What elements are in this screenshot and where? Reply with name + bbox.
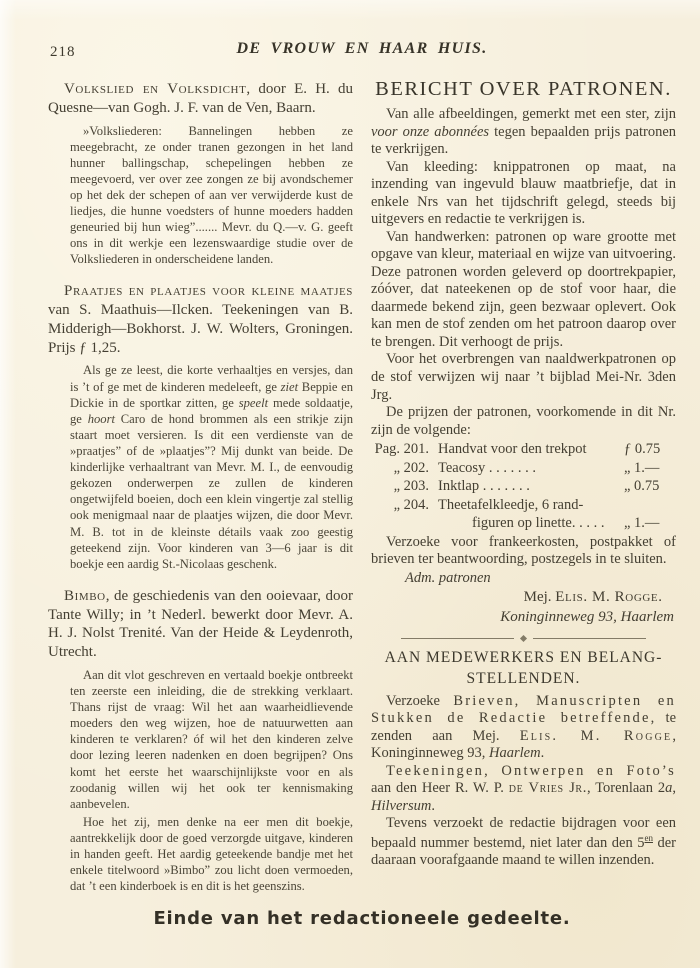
- section-heading-bericht-over-patronen: BERICHT OVER PATRONEN.: [375, 78, 672, 100]
- price-row-ref: „ 202.: [393, 459, 429, 476]
- price-row: [371, 514, 676, 533]
- price-list: [371, 440, 676, 533]
- price-row-item: Theetafelkleedje, 6 rand-: [438, 496, 584, 513]
- right-column: [371, 78, 676, 870]
- price-row: [371, 440, 676, 459]
- book-notice-volkslied: Volkslied en Volksdicht, door E. H. du Quesne—van Gogh. J. F. van de Ven, Baarn.: [48, 81, 353, 116]
- divider-ornament-icon: [520, 635, 527, 642]
- para-naaldwerkpatronen: Voor het overbrengen van naaldwerkpatronen op de stof verwijzen wij naar ’t bijblad Mei-Nr. 3den Jrg.: [371, 351, 676, 403]
- para-afbeeldingen: Van alle afbeeldingen, gemerkt met een ster, zijn voor onze abonnées tegen bepaalden prijs patronen te verkrijgen.: [371, 106, 677, 158]
- para-frankeerkosten: Verzoeke voor frankeerkosten, postpakket of brieven ter beantwoording, postzegels in te sluiten.: [371, 533, 676, 568]
- page-number: 218: [50, 44, 76, 60]
- para-handwerken: Van handwerken: patronen op ware grootte met opgave van kleur, materiaal en wijze van uitvoering. Deze patronen worden geleverd op doortrekpapier, zóóver, dat nateekenen op de stof voor haar, die daarmede bekend zijn, geen bezwaar oplevert. Ook kan men de stof zenden om het patroon daarop over te brengen. Dit verhoogt de prijs.: [371, 228, 676, 350]
- signature-name: Mej. Elis. M. Rogge.: [523, 588, 662, 605]
- price-row-price: „ 0.75: [624, 478, 660, 495]
- left-column: [48, 78, 353, 896]
- book-notice-bimbo: Bimbo, de geschiedenis van den ooievaar, door Tante Willy; in ’t Nederl. bewerkt door Mevr. A. H. J. Nolst Trenité. Van der Heide & Leydenroth, Utrecht.: [48, 587, 353, 661]
- price-row-ref: „ 203.: [393, 478, 429, 495]
- heading-line-1: AAN MEDEWERKERS EN BELANG-: [384, 649, 663, 667]
- signature-address: Koninginneweg 93, Haarlem: [500, 609, 674, 626]
- page-content: [48, 38, 676, 929]
- page-header: [48, 38, 676, 66]
- divider-line: [401, 638, 514, 639]
- para-teekeningen-ontwerpen: Teekeningen, Ontwerpen en Foto’s aan den Heer R. W. P. de Vries Jr., Torenlaan 2a, Hilversum.: [371, 762, 676, 814]
- review-bimbo-paragraph-1: Aan dit vlot geschreven en vertaald boekje ontbreekt ten zeerste een inleiding, die de strekking verklaart. Thans rijst de vraag: Wil het aan waarheidlievende moeders den weg wijzen, hoe de natuurwetten aan kinderen te verklaren? óf wil het den kinderen zelve door lezing leeren nadenken en doen begrijpen? Ons komt het eerste het waarschijnlijkste voor en als zoodanig willen wij het ook ter kennismaking aanbevelen.: [70, 667, 353, 811]
- price-row-price: ƒ 0.75: [624, 441, 661, 458]
- two-column-layout: [48, 78, 676, 896]
- price-row: [371, 459, 676, 478]
- price-row-ref: „ 204.: [393, 496, 429, 513]
- review-praatjes: Als ge ze leest, die korte verhaaltjes en versjes, dan is ’t of ge met de kinderen medeleeft, ge ziet Beppie en Dickie in de sportkar zitten, ge speelt mede soldaatje, ge hoort Caro de hond brommen als een strikje zijn staart moet versieren. Is dit een verdienste van de »praatjes” of de »plaatjes”? Mij dunkt van beide. De kinderlijke verhaaltrant van Mevr. M. I., de eenvoudig gekozen onderwerpen ze zullen de kinderen ongetwijfeld boeien, doch een klein vingertje zal stellig ook menigmaal naar de plaatjes wijzen, die door Mevr. M. B. tot in de kleinste détails vaak zoo geestig geteekend zijn. Voor kinderen van 3—6 jaar is dit boekje een aardig St.-Nicolaas geschenk.: [70, 363, 354, 571]
- adm-patronen-label: Adm. patronen: [405, 569, 491, 586]
- journal-title: DE VROUW EN HAAR HUIS.: [236, 40, 488, 57]
- price-row: [371, 477, 676, 496]
- price-row-item: Inktlap . . . . . . .: [438, 478, 530, 495]
- divider-line: [533, 638, 646, 639]
- price-row-ref: Pag. 201.: [374, 441, 429, 458]
- para-kleeding: Van kleeding: knippatronen op maat, na inzending van ingevuld blauw maatbriefje, dat in enkele Nrs van het tijdschrift gelegd, steeds bij uitgevers en redactie te verkrijgen is.: [371, 158, 676, 228]
- review-bimbo-paragraph-2: Hoe het zij, men denke na eer men dit boekje, aantrekkelijk door de goed verzorgde uitgave, kinderen in handen geeft. Het aardig geteekende bandje met het enkele titelwoord »Bimbo” zou licht doen vermoeden, dat ’t een kinderboek is en dit is het geenszins.: [70, 814, 353, 894]
- end-of-editorial-note: Einde van het redactioneele gedeelte.: [153, 908, 571, 930]
- price-row-item: Handvat voor den trekpot: [438, 441, 587, 458]
- section-divider: [401, 636, 646, 641]
- price-row-item: Teacosy . . . . . . .: [438, 459, 537, 476]
- section-heading-medewerkers: [371, 648, 676, 688]
- book-notice-praatjes: Praatjes en plaatjes voor kleine maatjes van S. Maathuis—Ilcken. Teekeningen van B. Midderigh—Bokhorst. J. W. Wolters, Groningen. Prijs ƒ 1,25.: [48, 283, 353, 356]
- signature-block: [371, 587, 676, 628]
- price-row-price: „ 1.—: [624, 515, 660, 532]
- price-row: [371, 496, 676, 515]
- price-row-price: „ 1.—: [624, 459, 660, 476]
- para-brieven-manuscripten: Verzoeke Brieven, Manuscripten en Stukken de Redactie betreffende, te zenden aan Mej. Elis. M. Rogge, Koninginneweg 93, Haarlem.: [371, 692, 676, 762]
- price-row-price: [624, 496, 676, 515]
- price-row-ref: [371, 514, 438, 533]
- review-volkslied: »Volksliederen: Bannelingen hebben ze meegebracht, ze onder tranen gezongen in het land hunner ballingschap, schepelingen hebben ze meegevoerd, ver over zee zongen ze bij avondschemer op het dek der schepen of aan ver verwijderde kust de liedjes, die hunne voedsters of hunne moeders hadden geneuried bij hun wieg”....... Mevr. du Q.—v. G. geeft ons in dit werkje een lezenswaardige studie over de Volksliederen in onderscheidene landen.: [70, 123, 353, 267]
- price-row-item-continuation: figuren op linette. . . . .: [472, 515, 605, 532]
- heading-line-2: STELLENDEN.: [466, 669, 581, 687]
- para-prijzen-intro: De prijzen der patronen, voorkomende in dit Nr. zijn de volgende:: [371, 404, 676, 438]
- para-bijdragen-deadline: Tevens verzoekt de redactie bijdragen voor een bepaald nummer bestemd, niet later dan den $5^{en}$ der daaraan voorafgaande maand te willen inzenden.: [371, 815, 677, 869]
